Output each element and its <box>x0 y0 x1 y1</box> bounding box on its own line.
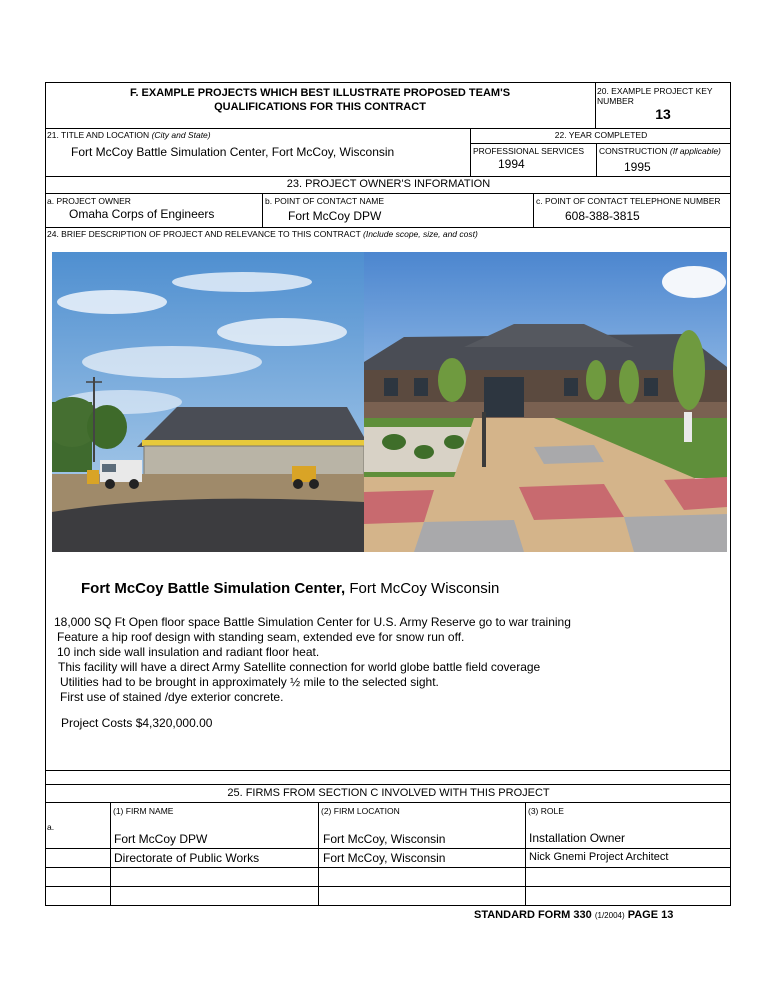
firm-location-cell: Fort McCoy, Wisconsin <box>323 851 446 865</box>
construction-site-photo <box>52 252 364 552</box>
project-heading: Fort McCoy Battle Simulation Center, Fort McCoy Wisconsin <box>81 580 500 597</box>
finished-building-image <box>364 252 727 552</box>
project-cost: Project Costs $4,320,000.00 <box>61 716 213 730</box>
firm-name-col-header: (1) FIRM NAME <box>113 806 174 816</box>
project-key-value: 13 <box>655 106 671 122</box>
contact-phone-value: 608-388-3815 <box>565 209 640 223</box>
description-line: Feature a hip roof design with standing seam, extended eve for snow run off. <box>57 630 465 644</box>
owner-info-header: 23. PROJECT OWNER'S INFORMATION <box>286 178 491 190</box>
professional-services-label: PROFESSIONAL SERVICES <box>473 146 585 156</box>
project-owner-label: a. PROJECT OWNER <box>47 196 131 206</box>
construction-label: CONSTRUCTION (If applicable) <box>599 146 721 156</box>
form-footer: STANDARD FORM 330 (1/2004) PAGE 13 <box>474 909 674 921</box>
description-body <box>54 615 571 705</box>
description-line: 10 inch side wall insulation and radiant floor heat. <box>57 645 320 659</box>
project-key-label: 20. EXAMPLE PROJECT KEY NUMBER <box>597 86 713 106</box>
firm-role-cell: Nick Gnemi Project Architect <box>529 851 669 863</box>
description-line: 18,000 SQ Ft Open floor space Battle Simulation Center for U.S. Army Reserve go to war training <box>54 615 571 629</box>
contact-phone-label: c. POINT OF CONTACT TELEPHONE NUMBER <box>536 196 721 206</box>
project-owner-value: Omaha Corps of Engineers <box>69 207 215 221</box>
description-line: This facility will have a direct Army Satellite connection for world globe battle field coverage <box>58 660 541 674</box>
description-line: First use of stained /dye exterior concrete. <box>60 690 284 704</box>
year-completed-label: 22. YEAR COMPLETED <box>554 130 648 140</box>
firm-location-cell: Fort McCoy, Wisconsin <box>323 832 446 846</box>
title-location-value: Fort McCoy Battle Simulation Center, Fort McCoy, Wisconsin <box>71 145 395 159</box>
firms-header: 25. FIRMS FROM SECTION C INVOLVED WITH THIS PROJECT <box>227 787 550 799</box>
firm-location-col-header: (2) FIRM LOCATION <box>321 806 400 816</box>
finished-building-photo <box>364 252 727 552</box>
description-label: 24. BRIEF DESCRIPTION OF PROJECT AND RELEVANCE TO THIS CONTRACT (Include scope, size, and cost) <box>47 229 478 239</box>
section-f-title: F. EXAMPLE PROJECTS WHICH BEST ILLUSTRATE PROPOSED TEAM'S QUALIFICATIONS FOR THIS CONTRACT <box>129 87 511 113</box>
description-line: Utilities had to be brought in approximately ½ mile to the selected sight. <box>60 675 439 689</box>
firm-role-col-header: (3) ROLE <box>528 806 564 816</box>
construction-year: 1995 <box>624 160 651 174</box>
title-location-label: 21. TITLE AND LOCATION (City and State) <box>47 130 211 140</box>
contact-name-label: b. POINT OF CONTACT NAME <box>265 196 385 206</box>
construction-site-image <box>52 252 364 552</box>
row-marker: a. <box>47 822 55 832</box>
contact-name-value: Fort McCoy DPW <box>288 209 382 223</box>
firm-name-cell: Directorate of Public Works <box>114 851 260 865</box>
firm-name-cell: Fort McCoy DPW <box>114 832 208 846</box>
professional-services-year: 1994 <box>498 157 525 171</box>
firm-role-cell: Installation Owner <box>529 831 626 845</box>
